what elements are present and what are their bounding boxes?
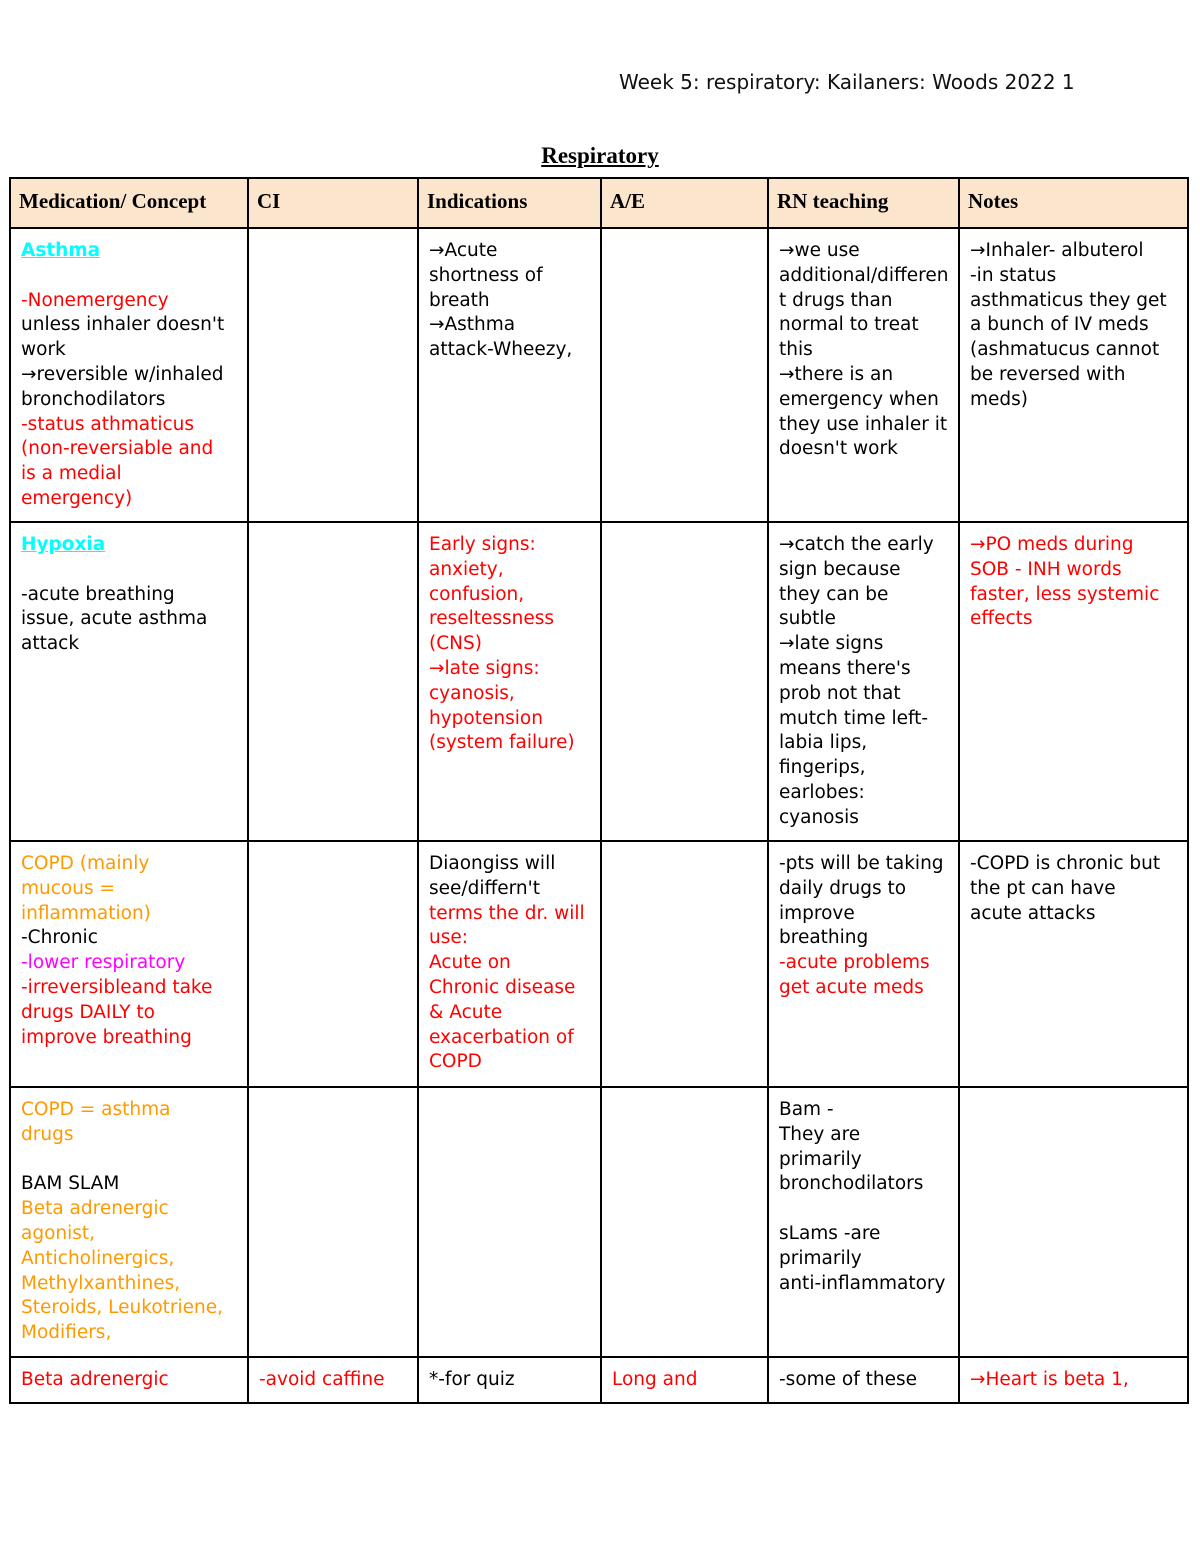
cell-ci — [248, 228, 418, 522]
cell-text-line: see/differn't — [429, 877, 540, 899]
cell-text-line: Hypoxia — [21, 534, 106, 555]
cell-ae — [601, 841, 768, 1087]
cell-text-line: *-for quiz — [429, 1369, 515, 1390]
cell-text-line: primarily — [779, 1247, 862, 1269]
cell-text-line: normal to treat — [779, 314, 919, 336]
cell-text-line: & Acute — [429, 1001, 503, 1023]
cell-text-line: work — [21, 339, 66, 361]
cell-text-line: acute attacks — [970, 902, 1096, 924]
cell-text-line: Beta adrenergic — [21, 1198, 169, 1220]
cell-text-line: reseltessness — [429, 608, 555, 630]
cell-text-line: shortness of — [429, 264, 543, 286]
cell-notes — [959, 1087, 1188, 1357]
cell-text-line: →catch the early — [779, 534, 934, 555]
cell-text-line: confusion, — [429, 583, 525, 605]
cell-text-line: faster, less systemic — [970, 583, 1160, 605]
header-row — [10, 178, 1188, 228]
cell-indications — [418, 1087, 601, 1357]
cell-text-line: (non-reversiable and — [21, 438, 214, 460]
cell-text-line: Asthma — [21, 240, 101, 261]
cell-text-line: unless inhaler doesn't — [21, 314, 225, 336]
cell-text-line: means there's — [779, 657, 911, 679]
cell-text-line: -pts will be taking — [779, 853, 944, 874]
cell-text-line: cyanosis, — [429, 682, 515, 704]
cell-text-line: attack-Wheezy, — [429, 339, 573, 361]
cell-text-line: effects — [970, 608, 1033, 630]
page-header-line: Week 5: respiratory: Kailaners: Woods 2022 1 — [619, 70, 1075, 94]
cell-text-line: Beta adrenergic — [21, 1369, 169, 1390]
cell-text-line: fingerips, — [779, 757, 866, 779]
cell-text-line: COPD = asthma — [21, 1099, 171, 1120]
cell-text-line — [21, 558, 239, 583]
cell-text-line: t drugs than — [779, 289, 893, 311]
cell-text-line — [21, 1148, 239, 1173]
cell-text-line: improve — [779, 902, 855, 924]
cell-text-line — [21, 264, 239, 289]
cell-text-line: is a medial — [21, 463, 122, 485]
cell-concept — [10, 841, 248, 1087]
col-header-indications: Indications — [418, 178, 601, 228]
cell-text-line: this — [779, 339, 813, 361]
cell-text-line: (system failure) — [429, 732, 575, 754]
cell-text-line: prob not that — [779, 682, 901, 704]
cell-indications — [418, 522, 601, 841]
cell-text-line: Acute on — [429, 952, 511, 974]
cell-text-line: Modifiers, — [21, 1322, 112, 1344]
table-row-hypoxia — [10, 522, 1188, 841]
cell-text-line: Chronic disease — [429, 976, 576, 998]
cell-text-line: COPD — [429, 1051, 482, 1073]
cell-text-line: -COPD is chronic but — [970, 853, 1161, 874]
cell-rn-teaching — [768, 522, 959, 841]
col-header-ci: CI — [248, 178, 418, 228]
cell-text-line: get acute meds — [779, 976, 924, 998]
cell-text-line: sLams -are — [779, 1222, 881, 1244]
cell-text-line: anxiety, — [429, 558, 504, 580]
cell-text-line: →late signs — [779, 633, 884, 655]
cell-text-line: asthmaticus they get — [970, 289, 1167, 311]
cell-text-line: emergency when — [779, 388, 939, 410]
cell-text-line: -lower respiratory — [21, 952, 186, 974]
cell-text-line: -Nonemergency — [21, 289, 169, 311]
cell-rn-teaching — [768, 1357, 959, 1403]
cell-text-line: a bunch of IV meds — [970, 314, 1149, 336]
cell-indications — [418, 841, 601, 1087]
cell-text-line: -some of these — [779, 1369, 918, 1390]
cell-text-line: Diaongiss will — [429, 853, 556, 874]
cell-text-line: doesn't work — [779, 438, 898, 460]
cell-text-line: mutch time left- — [779, 707, 929, 729]
cell-text-line: breath — [429, 289, 490, 311]
cell-text-line: anti-inflammatory — [779, 1272, 946, 1294]
cell-ci — [248, 1087, 418, 1357]
cell-ae — [601, 1087, 768, 1357]
cell-text-line: drugs — [21, 1123, 74, 1145]
cell-text-line: hypotension — [429, 707, 543, 729]
cell-ae — [601, 228, 768, 522]
cell-text-line: Steroids, Leukotriene, — [21, 1297, 224, 1319]
table-row-copd — [10, 841, 1188, 1087]
cell-text-line: →Asthma — [429, 314, 516, 336]
cell-text-line: Long and — [612, 1369, 698, 1390]
col-header-medication-concept: Medication/ Concept — [10, 178, 248, 228]
cell-text-line: subtle — [779, 608, 836, 630]
cell-text-line: BAM SLAM — [21, 1173, 120, 1195]
cell-text-line: Anticholinergics, — [21, 1247, 175, 1269]
cell-ae — [601, 1357, 768, 1403]
cell-text-line: -acute breathing — [21, 583, 175, 605]
cell-text-line: meds) — [970, 388, 1029, 410]
cell-notes — [959, 522, 1188, 841]
cell-concept — [10, 522, 248, 841]
cell-text-line: bronchodilators — [779, 1173, 924, 1195]
cell-text-line: mucous = — [21, 877, 115, 899]
col-header-rn-teaching: RN teaching — [768, 178, 959, 228]
cell-text-line: sign because — [779, 558, 901, 580]
cell-text-line: -Chronic — [21, 927, 98, 949]
cell-text-line: -in status — [970, 264, 1057, 286]
cell-text-line: inflammation) — [21, 902, 151, 924]
cell-text-line: -status athmaticus — [21, 413, 195, 435]
table-row-asthma — [10, 228, 1188, 522]
cell-text-line: COPD (mainly — [21, 853, 150, 874]
cell-text-line: emergency) — [21, 487, 133, 509]
cell-text-line: labia lips, — [779, 732, 868, 754]
cell-text-line: agonist, — [21, 1222, 96, 1244]
cell-text-line: use: — [429, 927, 468, 949]
cell-text-line: →Inhaler- albuterol — [970, 240, 1144, 261]
cell-text-line: →reversible w/inhaled — [21, 363, 224, 385]
cell-text-line: cyanosis — [779, 806, 859, 828]
cell-text-line: issue, acute asthma — [21, 608, 208, 630]
cell-ae — [601, 522, 768, 841]
cell-text-line: -irreversibleand take — [21, 976, 213, 998]
cell-text-line: (ashmatucus cannot — [970, 339, 1160, 361]
cell-text-line: daily drugs to — [779, 877, 907, 899]
cell-text-line: (CNS) — [429, 633, 482, 655]
cell-text-line: Bam - — [779, 1099, 834, 1120]
table-row-beta-adrenergic — [10, 1357, 1188, 1403]
cell-text-line: drugs DAILY to — [21, 1001, 155, 1023]
document-title: Respiratory — [541, 143, 659, 168]
cell-ci — [248, 1357, 418, 1403]
cell-text-line: they use inhaler it — [779, 413, 948, 435]
cell-text-line: →late signs: — [429, 657, 540, 679]
respiratory-table — [9, 177, 1189, 1404]
cell-text-line: bronchodilators — [21, 388, 166, 410]
cell-concept — [10, 1357, 248, 1403]
cell-indications — [418, 228, 601, 522]
cell-text-line — [779, 1197, 950, 1222]
col-header-ae: A/E — [601, 178, 768, 228]
cell-text-line: Methylxanthines, — [21, 1272, 181, 1294]
cell-text-line: be reversed with — [970, 363, 1126, 385]
cell-rn-teaching — [768, 1087, 959, 1357]
cell-concept — [10, 1087, 248, 1357]
cell-text-line: the pt can have — [970, 877, 1116, 899]
col-header-notes: Notes — [959, 178, 1188, 228]
cell-notes — [959, 1357, 1188, 1403]
cell-text-line: earlobes: — [779, 781, 865, 803]
cell-notes — [959, 228, 1188, 522]
cell-text-line: exacerbation of — [429, 1026, 574, 1048]
cell-text-line: terms the dr. will — [429, 902, 585, 924]
cell-text-line: -acute problems — [779, 952, 930, 974]
cell-text-line: they can be — [779, 583, 889, 605]
cell-text-line: →we use — [779, 240, 860, 261]
cell-text-line: Early signs: — [429, 534, 536, 555]
cell-ci — [248, 841, 418, 1087]
cell-rn-teaching — [768, 228, 959, 522]
cell-text-line: breathing — [779, 927, 869, 949]
cell-indications — [418, 1357, 601, 1403]
cell-text-line: →there is an — [779, 363, 894, 385]
cell-text-line: →PO meds during — [970, 534, 1134, 555]
cell-text-line: improve breathing — [21, 1026, 192, 1048]
cell-text-line: additional/differen — [779, 264, 949, 286]
cell-concept — [10, 228, 248, 522]
cell-text-line: →Acute — [429, 240, 498, 261]
cell-ci — [248, 522, 418, 841]
cell-rn-teaching — [768, 841, 959, 1087]
cell-text-line: primarily — [779, 1148, 862, 1170]
table-row-copd-asthma-drugs — [10, 1087, 1188, 1357]
cell-text-line: →Heart is beta 1, — [970, 1369, 1129, 1390]
cell-notes — [959, 841, 1188, 1087]
cell-text-line: -avoid caffine — [259, 1369, 385, 1390]
cell-text-line: attack — [21, 633, 80, 655]
cell-text-line: SOB - INH words — [970, 558, 1122, 580]
cell-text-line: They are — [779, 1123, 861, 1145]
